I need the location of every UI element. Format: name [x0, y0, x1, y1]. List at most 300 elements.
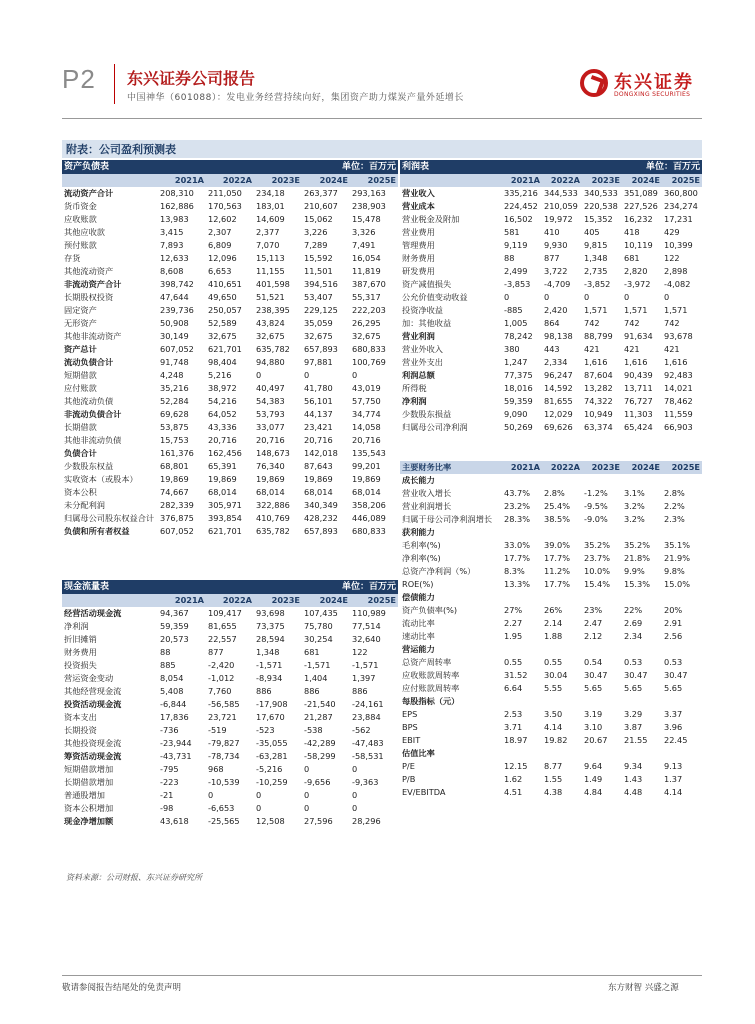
- cell-value: -1.2%: [584, 488, 608, 498]
- cell-value: 7,760: [208, 686, 232, 696]
- row-label: 少数股东损益: [402, 409, 452, 419]
- cell-value: 97,881: [304, 357, 333, 367]
- cell-value: -2,420: [208, 660, 235, 670]
- row-label: 净利率(%): [402, 553, 441, 563]
- cell-value: [662, 526, 702, 539]
- cell-value: 3.29: [624, 709, 643, 719]
- cell-value: [582, 643, 622, 656]
- cell-value: [622, 747, 662, 760]
- cell-value: 293,163: [352, 188, 386, 198]
- cell-value: 418: [624, 227, 640, 237]
- cell-value: -4,709: [544, 279, 571, 289]
- table-row: [62, 252, 398, 265]
- row-label: 所得税: [402, 383, 427, 393]
- row-label: 营业费用: [402, 227, 435, 237]
- table-row: [62, 512, 398, 525]
- row-label: 公允价值变动收益: [402, 292, 468, 302]
- table-row: [400, 474, 702, 487]
- cell-value: 52,589: [208, 318, 237, 328]
- cell-value: 100,769: [352, 357, 386, 367]
- cell-value: 581: [504, 227, 520, 237]
- table-title: 资产负债表: [62, 160, 158, 174]
- cell-value: 76,727: [624, 396, 653, 406]
- cell-value: 21,287: [304, 712, 333, 722]
- cell-value: 0.53: [624, 657, 643, 667]
- cell-value: 2,334: [544, 357, 568, 367]
- cell-value: 135,543: [352, 448, 386, 458]
- cell-value: 91,748: [160, 357, 189, 367]
- table-row: [62, 434, 398, 447]
- cell-value: 17.7%: [544, 579, 571, 589]
- row-label: 营业外支出: [402, 357, 443, 367]
- cell-value: [662, 747, 702, 760]
- cell-value: 69,626: [544, 422, 573, 432]
- cell-value: 0: [584, 292, 590, 302]
- cell-value: -58,531: [352, 751, 384, 761]
- row-label: 长期借款: [64, 422, 97, 432]
- table-row: [400, 591, 702, 604]
- cell-value: 401,598: [256, 279, 290, 289]
- table-row: [400, 213, 702, 226]
- report-title: 东兴证券公司报告: [127, 69, 256, 88]
- table-row: [400, 265, 702, 278]
- row-label: 实收资本（或股本）: [64, 474, 138, 484]
- cell-value: [622, 643, 662, 656]
- row-label: 财务费用: [402, 253, 435, 263]
- cell-value: 2,735: [584, 266, 608, 276]
- cell-value: [542, 747, 582, 760]
- table-row: [62, 213, 398, 226]
- income-statement-table: [400, 160, 702, 434]
- cell-value: 5.65: [664, 683, 683, 693]
- cell-value: 14,021: [664, 383, 693, 393]
- cell-value: 2.8%: [664, 488, 685, 498]
- unit-label: 单位：百万元: [302, 160, 398, 174]
- table-row: [62, 447, 398, 460]
- table-row: [400, 226, 702, 239]
- cell-value: 17.7%: [544, 553, 571, 563]
- cell-value: 0.55: [544, 657, 563, 667]
- cell-value: 87,604: [584, 370, 613, 380]
- cell-value: 380: [504, 344, 520, 354]
- table-row: [62, 525, 398, 538]
- cell-value: 344,533: [544, 188, 578, 198]
- table-row: [400, 408, 702, 421]
- cell-value: 429: [664, 227, 680, 237]
- cell-value: -523: [256, 725, 275, 735]
- cell-value: 41,780: [304, 383, 333, 393]
- cell-value: 12,602: [208, 214, 237, 224]
- cell-value: 32,675: [256, 331, 285, 341]
- row-label: 短期借款: [64, 370, 97, 380]
- cell-value: 64,052: [208, 409, 237, 419]
- table-row: [400, 552, 702, 565]
- disclaimer-note: 敬请参阅报告结尾处的免责声明: [62, 983, 182, 993]
- year-header: 2023E: [254, 594, 302, 607]
- cell-value: 55,317: [352, 292, 381, 302]
- cell-value: 1.37: [664, 774, 683, 784]
- cell-value: 14,609: [256, 214, 285, 224]
- cell-value: 2,307: [208, 227, 232, 237]
- cell-value: 28,296: [352, 816, 381, 826]
- cell-value: -25,565: [208, 816, 240, 826]
- logo-text-cn: 东兴证券: [614, 72, 694, 93]
- cell-value: 99,201: [352, 461, 381, 471]
- cell-value: 68,014: [304, 487, 333, 497]
- cell-value: 17,836: [160, 712, 189, 722]
- cell-value: 7,289: [304, 240, 328, 250]
- cell-value: 0: [304, 803, 310, 813]
- cell-value: 2.8%: [544, 488, 565, 498]
- cell-value: 98,404: [208, 357, 237, 367]
- row-label: 负债和所有者权益: [64, 526, 130, 536]
- cell-value: 1,348: [584, 253, 608, 263]
- table-row: [400, 291, 702, 304]
- cell-value: 11,501: [304, 266, 333, 276]
- cell-value: 1.55: [544, 774, 563, 784]
- row-label: 非流动资产合计: [64, 279, 122, 289]
- cell-value: 376,875: [160, 513, 194, 523]
- cell-value: 229,125: [304, 305, 338, 315]
- row-label: 偿债能力: [402, 592, 435, 602]
- row-label: 资本公积: [64, 487, 97, 497]
- cell-value: 1,616: [664, 357, 688, 367]
- cell-value: 30.47: [624, 670, 648, 680]
- cell-value: 635,782: [256, 526, 290, 536]
- cell-value: 19,869: [304, 474, 333, 484]
- cell-value: [502, 695, 542, 708]
- cell-value: 0: [544, 292, 550, 302]
- cell-value: 53,793: [256, 409, 285, 419]
- cell-value: 968: [208, 764, 224, 774]
- cell-value: 43.7%: [504, 488, 531, 498]
- table-row: [62, 672, 398, 685]
- row-label: 长期借款增加: [64, 777, 114, 787]
- cell-value: -1,571: [304, 660, 331, 670]
- cell-value: 39.0%: [544, 540, 571, 550]
- cell-value: 2.69: [624, 618, 643, 628]
- cell-value: 23.2%: [504, 501, 531, 511]
- year-header-blank: [62, 594, 158, 607]
- row-label: 毛利率(%): [402, 540, 441, 550]
- cell-value: 220,538: [584, 201, 618, 211]
- row-label: 资产总计: [64, 344, 97, 354]
- cell-value: 76,340: [256, 461, 285, 471]
- cell-value: 161,376: [160, 448, 194, 458]
- cell-value: 11,303: [624, 409, 653, 419]
- table-row: [62, 200, 398, 213]
- cell-value: 340,349: [304, 500, 338, 510]
- year-header: 2023E: [582, 461, 622, 474]
- cell-value: [542, 591, 582, 604]
- table-row: [62, 369, 398, 382]
- row-label: 投资损失: [64, 660, 97, 670]
- cell-value: 32,675: [208, 331, 237, 341]
- cell-value: 4.14: [664, 787, 683, 797]
- row-label: 投资净收益: [402, 305, 443, 315]
- table-row: [62, 776, 398, 789]
- table-row: [400, 369, 702, 382]
- unit-label: 单位：百万元: [302, 580, 398, 594]
- cell-value: [542, 474, 582, 487]
- cell-value: 22%: [624, 605, 643, 615]
- table-row: [62, 659, 398, 672]
- table-row: [400, 278, 702, 291]
- logo-text-en: DONGXING SECURITIES: [614, 91, 691, 98]
- cell-value: 21.55: [624, 735, 648, 745]
- cell-value: 3,326: [352, 227, 376, 237]
- cell-value: 15,592: [304, 253, 333, 263]
- cell-value: 68,014: [352, 487, 381, 497]
- cell-value: 351,089: [624, 188, 658, 198]
- row-label: 其他非流动资产: [64, 331, 122, 341]
- row-label: 存货: [64, 253, 81, 263]
- cell-value: 7,491: [352, 240, 376, 250]
- cell-value: 9.13: [664, 761, 683, 771]
- cell-value: [502, 643, 542, 656]
- cell-value: 11,155: [256, 266, 285, 276]
- cell-value: -4,082: [664, 279, 691, 289]
- cell-value: 428,232: [304, 513, 338, 523]
- cell-value: 0: [352, 370, 358, 380]
- cell-value: 33.0%: [504, 540, 531, 550]
- data-source-note: 资料来源：公司财报、东兴证券研究所: [66, 873, 202, 882]
- cell-value: -78,734: [208, 751, 240, 761]
- cell-value: 3.71: [504, 722, 523, 732]
- header-rule: [62, 118, 702, 119]
- cell-value: 885: [160, 660, 176, 670]
- footer-slogan: 东方财智 兴盛之源: [608, 983, 679, 993]
- year-header: 2022A: [542, 174, 582, 187]
- cell-value: 0: [256, 790, 262, 800]
- cell-value: 20%: [664, 605, 683, 615]
- year-header: 2025E: [662, 461, 702, 474]
- cell-value: 4.14: [544, 722, 563, 732]
- cell-value: 47,644: [160, 292, 189, 302]
- table-row: [62, 382, 398, 395]
- row-label: 长期投资: [64, 725, 97, 735]
- cell-value: 0: [504, 292, 510, 302]
- cell-value: 43,019: [352, 383, 381, 393]
- cell-value: -3,853: [504, 279, 531, 289]
- cell-value: 2.27: [504, 618, 523, 628]
- cell-value: 35,216: [160, 383, 189, 393]
- cell-value: 15.0%: [664, 579, 691, 589]
- cell-value: 2.53: [504, 709, 523, 719]
- cell-value: 1.88: [544, 631, 563, 641]
- row-label: 财务费用: [64, 647, 97, 657]
- cell-value: [582, 474, 622, 487]
- row-label: 资产减值损失: [402, 279, 452, 289]
- cell-value: 3.50: [544, 709, 563, 719]
- cell-value: 680,833: [352, 344, 386, 354]
- row-label: ROE(%): [402, 579, 434, 589]
- table-row: [62, 278, 398, 291]
- cell-value: 227,526: [624, 201, 658, 211]
- table-row: [62, 187, 398, 200]
- cell-value: 5.65: [584, 683, 603, 693]
- cell-value: 15,062: [304, 214, 333, 224]
- table-row: [62, 421, 398, 434]
- cell-value: 443: [544, 344, 560, 354]
- table-row: [400, 734, 702, 747]
- cell-value: 94,880: [256, 357, 285, 367]
- cell-value: 14,592: [544, 383, 573, 393]
- row-label: 资产负债率(%): [402, 605, 458, 615]
- row-label: 未分配利润: [64, 500, 105, 510]
- table-row: [62, 607, 398, 620]
- cell-value: -5,216: [256, 764, 283, 774]
- table-title: 主要财务比率: [400, 461, 502, 474]
- cell-value: 1,616: [624, 357, 648, 367]
- cell-value: -9.5%: [584, 501, 608, 511]
- cell-value: 1,571: [584, 305, 608, 315]
- header-spacer: [158, 160, 302, 174]
- cell-value: 607,052: [160, 526, 194, 536]
- cell-value: 162,456: [208, 448, 242, 458]
- table-row: [62, 633, 398, 646]
- cell-value: 19,869: [352, 474, 381, 484]
- year-header-row: [400, 461, 702, 474]
- cell-value: 92,483: [664, 370, 693, 380]
- cell-value: 28,594: [256, 634, 285, 644]
- cell-value: [622, 591, 662, 604]
- cell-value: -736: [160, 725, 179, 735]
- cell-value: 7,893: [160, 240, 184, 250]
- cell-value: 56,101: [304, 396, 333, 406]
- cell-value: 13,983: [160, 214, 189, 224]
- year-header: 2022A: [542, 461, 582, 474]
- cell-value: 35.2%: [584, 540, 611, 550]
- row-label: 应收账款周转率: [402, 670, 460, 680]
- cell-value: -6,653: [208, 803, 235, 813]
- table-row: [400, 539, 702, 552]
- cell-value: 0: [304, 790, 310, 800]
- cell-value: 43,618: [160, 816, 189, 826]
- cell-value: 0: [256, 370, 262, 380]
- cell-value: 109,417: [208, 608, 242, 618]
- cell-value: -23,944: [160, 738, 192, 748]
- cell-value: 410: [544, 227, 560, 237]
- table-row: [62, 343, 398, 356]
- cell-value: 4.84: [584, 787, 603, 797]
- cell-value: 22,557: [208, 634, 237, 644]
- cell-value: 78,242: [504, 331, 533, 341]
- cell-value: 18.97: [504, 735, 528, 745]
- cell-value: 0: [208, 790, 214, 800]
- table-row: [62, 486, 398, 499]
- row-label: 非流动负债合计: [64, 409, 122, 419]
- cell-value: 30.47: [584, 670, 608, 680]
- row-label: 固定资产: [64, 305, 97, 315]
- row-label: 筹资活动现金流: [64, 751, 122, 761]
- cell-value: 1.43: [624, 774, 643, 784]
- cell-value: -519: [208, 725, 227, 735]
- cell-value: 30,254: [304, 634, 333, 644]
- cell-value: 15.4%: [584, 579, 611, 589]
- cell-value: 13,282: [584, 383, 613, 393]
- row-label: 归属母公司净利润: [402, 422, 468, 432]
- table-row: [400, 721, 702, 734]
- cell-value: 0: [664, 292, 670, 302]
- cell-value: 1,571: [664, 305, 688, 315]
- cell-value: 742: [624, 318, 640, 328]
- row-label: 总资产净利润（%）: [402, 566, 476, 576]
- cell-value: 15,352: [584, 214, 613, 224]
- cell-value: 52,284: [160, 396, 189, 406]
- cell-value: 2.91: [664, 618, 683, 628]
- cell-value: 88: [504, 253, 515, 263]
- cell-value: 238,903: [352, 201, 386, 211]
- cell-value: 43,824: [256, 318, 285, 328]
- logo-mark-icon: [580, 69, 608, 97]
- cell-value: 20,716: [208, 435, 237, 445]
- row-label: 营运能力: [402, 644, 435, 654]
- cell-value: 3.1%: [624, 488, 645, 498]
- cell-value: 3.96: [664, 722, 683, 732]
- cell-value: 5,408: [160, 686, 184, 696]
- cell-value: 0: [304, 370, 310, 380]
- cell-value: 410,651: [208, 279, 242, 289]
- table-row: [400, 760, 702, 773]
- table-row: [62, 698, 398, 711]
- cell-value: -1,012: [208, 673, 235, 683]
- cell-value: 68,014: [208, 487, 237, 497]
- table-row: [62, 815, 398, 828]
- row-label: 其他投资现金流: [64, 738, 122, 748]
- table-header-row: [400, 160, 702, 174]
- table-row: [62, 737, 398, 750]
- cell-value: 421: [584, 344, 600, 354]
- cell-value: 16,502: [504, 214, 533, 224]
- row-label: 成长能力: [402, 475, 435, 485]
- row-label: 归属于母公司净利润增长: [402, 514, 493, 524]
- table-row: [400, 239, 702, 252]
- cell-value: 680,833: [352, 526, 386, 536]
- row-label: EBIT: [402, 735, 421, 745]
- year-header-row: [400, 174, 702, 187]
- row-label: 少数股东权益: [64, 461, 114, 471]
- cell-value: 387,670: [352, 279, 386, 289]
- row-label: 应付账款: [64, 383, 97, 393]
- cell-value: -47,483: [352, 738, 384, 748]
- cell-value: 0: [256, 803, 262, 813]
- row-label: 每股指标（元）: [402, 696, 460, 706]
- cell-value: 13,711: [624, 383, 653, 393]
- header-spacer: [502, 160, 622, 174]
- cell-value: 59,359: [160, 621, 189, 631]
- cell-value: 78,462: [664, 396, 693, 406]
- cell-value: 122: [664, 253, 680, 263]
- cell-value: 170,563: [208, 201, 242, 211]
- cell-value: 2.14: [544, 618, 563, 628]
- cell-value: 30,149: [160, 331, 189, 341]
- year-header: 2021A: [158, 174, 206, 187]
- cell-value: 657,893: [304, 526, 338, 536]
- cell-value: -98: [160, 803, 174, 813]
- cell-value: 17,670: [256, 712, 285, 722]
- cell-value: 2,377: [256, 227, 280, 237]
- cell-value: 65,391: [208, 461, 237, 471]
- header-divider: [114, 64, 115, 104]
- cell-value: 1,247: [504, 357, 528, 367]
- cell-value: 1,571: [624, 305, 648, 315]
- cell-value: 23,721: [208, 712, 237, 722]
- cell-value: 2.56: [664, 631, 683, 641]
- table-row: [400, 317, 702, 330]
- cell-value: [622, 526, 662, 539]
- cell-value: 9.34: [624, 761, 643, 771]
